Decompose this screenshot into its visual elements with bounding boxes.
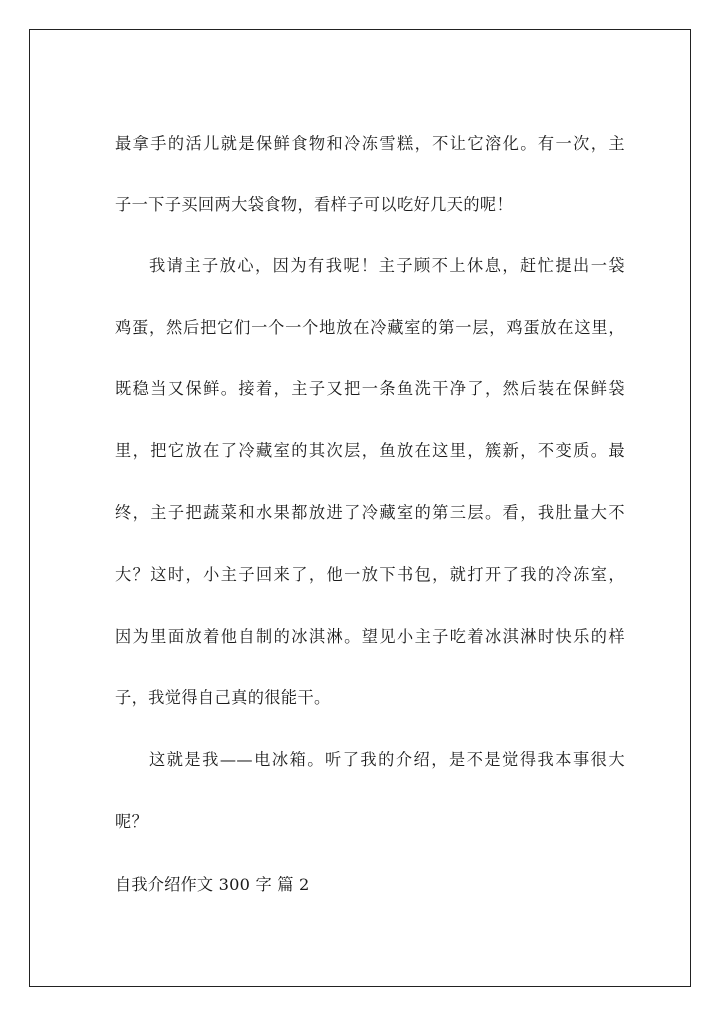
text-line-6: 里，把它放在了冷藏室的其次层，鱼放在这里，簇新，不变质。最 (115, 441, 625, 460)
text-line-8: 大？这时，小主子回来了，他一放下书包，就打开了我的冷冻室， (115, 565, 625, 584)
section-heading: 自我介绍作文 300 字 篇 2 (115, 875, 310, 894)
text-line-5: 既稳当又保鲜。接着，主子又把一条鱼洗干净了，然后装在保鲜袋 (115, 379, 625, 398)
text-line-10: 子，我觉得自己真的很能干。 (115, 688, 331, 707)
text-line-4: 鸡蛋，然后把它们一个一个地放在冷藏室的第一层，鸡蛋放在这里， (115, 318, 625, 337)
text-line-1: 最拿手的活儿就是保鲜食物和冷冻雪糕，不让它溶化。有一次，主 (115, 134, 625, 153)
text-line-2: 子一下子买回两大袋食物，看样子可以吃好几天的呢！ (115, 195, 514, 214)
text-line-11: 这就是我——电冰箱。听了我的介绍，是不是觉得我本事很大 (149, 750, 625, 769)
text-line-12: 呢？ (115, 812, 149, 831)
text-line-9: 因为里面放着他自制的冰淇淋。望见小主子吃着冰淇淋时快乐的样 (115, 627, 625, 646)
text-line-3: 我请主子放心，因为有我呢！主子顾不上休息，赶忙提出一袋 (149, 256, 625, 275)
text-line-7: 终，主子把蔬菜和水果都放进了冷藏室的第三层。看，我肚量大不 (115, 503, 625, 522)
